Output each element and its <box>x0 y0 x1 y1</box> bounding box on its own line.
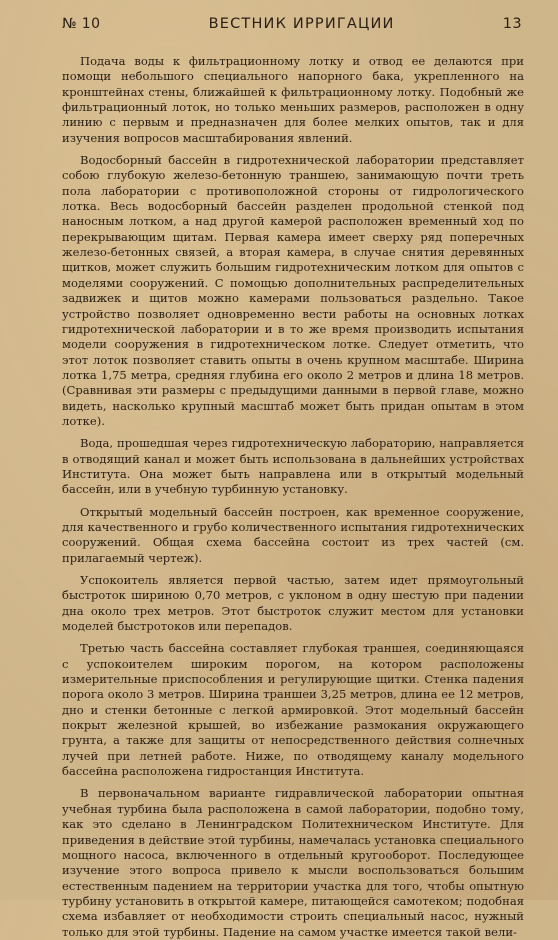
issue-number: № 10 <box>62 16 101 32</box>
paragraph-collecting-basin: Водосборный бассейн в гидротехнической лаборатории представляет собою глубокую железо-бетонную траншею, занимающую почти треть пола лаборатории с противоположной стороны от гидрологического лотка. Весь водосборный бассейн разделен продольной стенкой под наносным лотком, а над другой камерой расположен временный ход по перекрывающим щитам. Первая камера имеет сверху ряд поперечных железо-бетонных связей, а вторая камера, в случае снятия деревянных щитков, может служить большим гидротехническим лотком для опытов с моделями сооружений. С помощью дополнительных распределительных задвижек и щитов можно камерами пользоваться раздельно. Такое устройство позволяет одновременно вести работы на основных лотках гидротехнической лаборатории и в то же время производить испытания модели сооружения в гидротехническом лотке. Следует отметить, что этот лоток позволяет ставить опыты в очень крупном масштабе. Ширина лотка 1,75 метра, средняя глубина его около 2 метров и длина 18 метров. (Сравнивая эти размеры с предыдущими данными в первой главе, можно видеть, насколько крупный масштаб может быть придан опытам в этом лотке). <box>62 153 524 428</box>
paragraph-water-discharge: Вода, прошедшая через гидротехническую лабораторию, направляется в отводящий канал и может быть использована в дальнейших устройствах Института. Она может быть направлена или в открытый модельный бассейн, или в учебную турбинную установку. <box>62 436 524 497</box>
page-number: 13 <box>502 16 522 32</box>
article-body <box>62 54 524 940</box>
paragraph-water-supply: Подача воды к фильтрационному лотку и отвод ее делаются при помощи небольшого специального напорного бака, укрепленного на кронштейнах стены, ближайшей к фильтрационному лотку. Подобный же фильтрационный лоток, но только меньших размеров, расположен в одну линию с первым и предназначен для более мелких опытов, так и для изучения вопросов масштабирования явлений. <box>62 54 524 145</box>
paragraph-turbine: В первоначальном варианте гидравлической лаборатории опытная учебная турбина была расположена в самой лаборатории, подобно тому, как это сделано в Ленинградском Политехническом Институте. Для приведения в действие этой турбины, намечалась установка специального мощного насоса, включенного в отдельный кругооборот. Последующее изучение этого вопроса привело к мысли воспользоваться большим естественным падением на территории участка для того, чтобы опытную турбину установить в открытой камере, питающейся самотеком; подобная схема избавляет от необходимости строить специальный насос, нужный только для этой турбины. Падение на самом участке имеется такой вели- <box>62 786 524 939</box>
paragraph-stilling-basin: Успокоитель является первой частью, затем идет прямоугольный быстроток шириною 0,70 метров, с уклоном в одну шестую при падении дна около трех метров. Этот быстроток служит местом для установки моделей быстротоков или перепадов. <box>62 573 524 634</box>
paragraph-third-part: Третью часть бассейна составляет глубокая траншея, соединяющаяся с успокоителем широким порогом, на котором расположены измерительные приспособления и регулирующие щитки. Стенка падения порога около 3 метров. Ширина траншеи 3,25 метров, длина ее 12 метров, дно и стенки бетонные с легкой армировкой. Этот модельный бассейн покрыт железной крышей, во избежание размокания окружающего грунта, а также для защиты от непосредственного действия солнечных лучей при летней работе. Ниже, по отводящему каналу модельного бассейна расположена гидростанция Института. <box>62 641 524 779</box>
journal-title: ВЕСТНИК ИРРИГАЦИИ <box>208 16 395 32</box>
page-header <box>62 16 524 32</box>
paragraph-open-model-basin: Открытый модельный бассейн построен, как временное сооружение, для качественного и грубо количественного испытания гидротехнических сооружений. Общая схема бассейна состоит из трех частей (см. прилагаемый чертеж). <box>62 504 524 565</box>
